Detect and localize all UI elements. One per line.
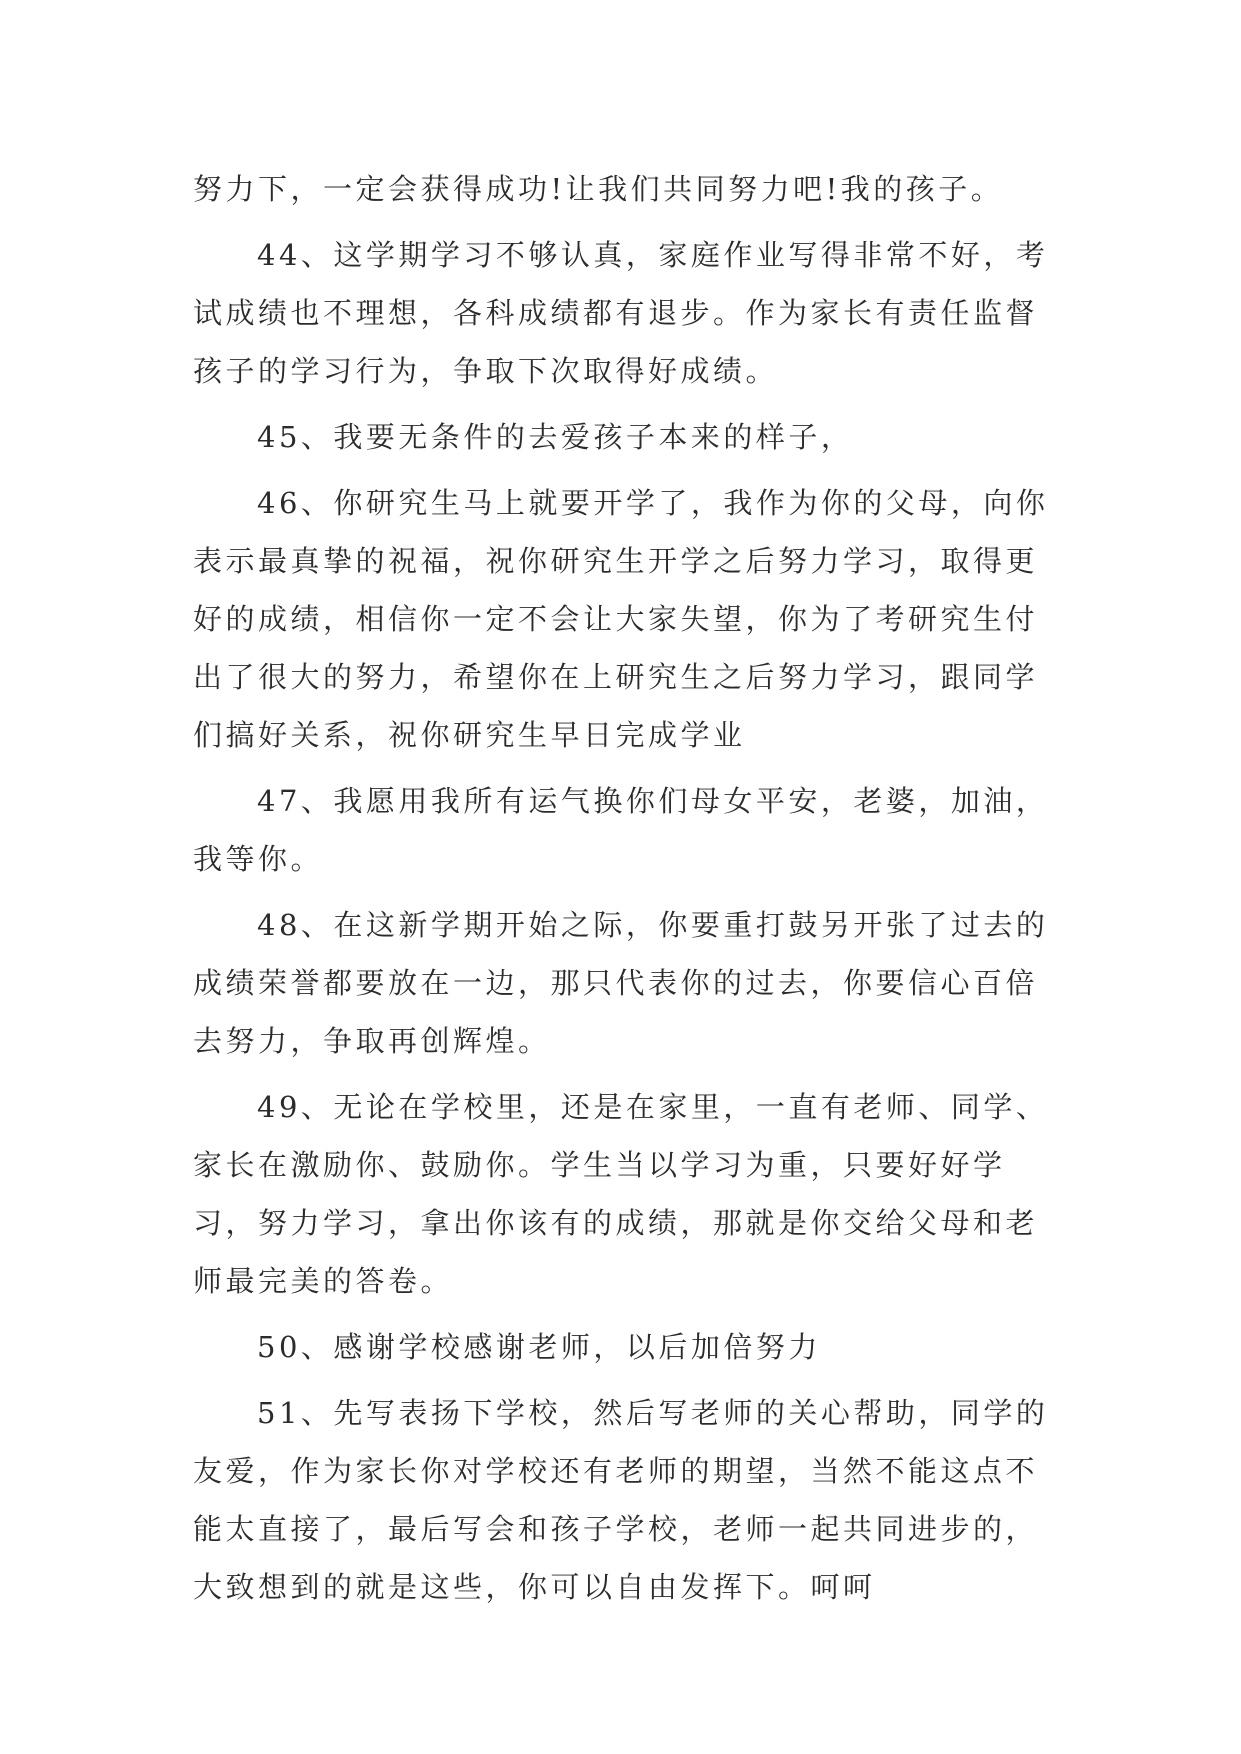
paragraph-49: 49、无论在学校里，还是在家里，一直有老师、同学、家长在激励你、鼓励你。学生当以学习为重，只要好好学习，努力学习，拿出你该有的成绩，那就是你交给父母和老师最完美的答卷。	[193, 1090, 1049, 1298]
paragraph-47: 47、我愿用我所有运气换你们母女平安，老婆，加油，我等你。	[193, 784, 1049, 876]
paragraph-51: 51、先写表扬下学校，然后写老师的关心帮助，同学的友爱，作为家长你对学校还有老师的期望，当然不能这点不能太直接了，最后写会和孩子学校，老师一起共同进步的，大致想到的就是这些，你可以自由发挥下。呵呵	[193, 1396, 1049, 1604]
paragraph-50: 50、感谢学校感谢老师，以后加倍努力	[257, 1330, 821, 1364]
paragraph-48: 48、在这新学期开始之际，你要重打鼓另开张了过去的成绩荣誉都要放在一边，那只代表你的过去，你要信心百倍去努力，争取再创辉煌。	[193, 908, 1049, 1058]
paragraph-46: 46、你研究生马上就要开学了，我作为你的父母，向你表示最真挚的祝福，祝你研究生开学之后努力学习，取得更好的成绩，相信你一定不会让大家失望，你为了考研究生付出了很大的努力，希望你在上研究生之后努力学习，跟同学们搞好关系，祝你研究生早日完成学业	[193, 486, 1049, 752]
paragraph-45: 45、我要无条件的去爱孩子本来的样子，	[257, 420, 854, 454]
document-body	[193, 160, 1053, 1624]
paragraph-44: 44、这学期学习不够认真，家庭作业写得非常不好，考试成绩也不理想，各科成绩都有退步。作为家长有责任监督孩子的学习行为，争取下次取得好成绩。	[193, 238, 1049, 388]
paragraph-43-continuation: 努力下，一定会获得成功!让我们共同努力吧!我的孩子。	[193, 172, 1004, 206]
